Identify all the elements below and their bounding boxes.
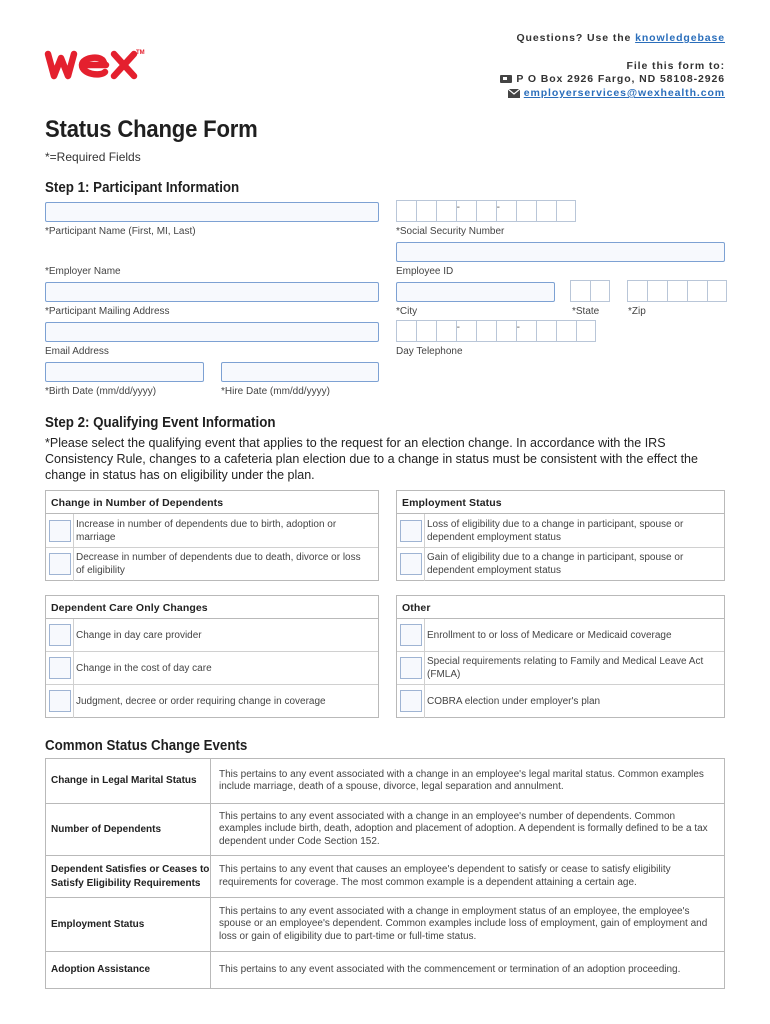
employee-id-field[interactable] <box>396 242 725 262</box>
option-label: Loss of eligibility due to a change in participant, spouse or dependent employment status <box>427 519 684 543</box>
panel-dependent-care-title: Dependent Care Only Changes <box>46 596 378 619</box>
other-option-fmla[interactable] <box>397 652 724 685</box>
checkbox[interactable] <box>400 553 422 575</box>
panel-dependents-title: Change in Number of Dependents <box>46 491 378 514</box>
event-name: Change in Legal Marital Status <box>46 759 211 803</box>
table-row <box>46 759 724 804</box>
checkbox[interactable] <box>400 657 422 679</box>
common-events-table <box>45 758 725 989</box>
option-label: Special requirements relating to Family and Medical Leave Act (FMLA) <box>427 656 704 680</box>
other-option-cobra[interactable] <box>397 685 724 718</box>
mail-address: P O Box 2926 Fargo, ND 58108-2926 <box>516 73 725 85</box>
event-description: This pertains to any event that causes an employee's dependent to satisfy or cease to satisfy eligibility requirements for coverage. The most common example is a dependent attaining a certain age. <box>219 864 671 888</box>
birth-date-label: *Birth Date (mm/dd/yyyy) <box>45 386 157 397</box>
checkbox[interactable] <box>49 553 71 575</box>
questions-line <box>516 31 725 45</box>
panel-other <box>396 595 725 718</box>
checkbox[interactable] <box>49 657 71 679</box>
dependent-care-option-provider[interactable] <box>46 619 378 652</box>
participant-name-field[interactable] <box>45 202 379 222</box>
option-label: Change in day care provider <box>76 630 202 641</box>
dependents-option-increase[interactable] <box>46 514 378 548</box>
zip-label: *Zip <box>628 306 646 317</box>
email-label: Email Address <box>45 346 109 357</box>
step2-instructions: *Please select the qualifying event that applies to the request for an election change. In accordance with the IRS Consistency Rule, changes to a cafeteria plan election due to a change in status must be consistent with the effect the change in status has on eligibility under the plan. <box>45 436 698 482</box>
mailing-address-field[interactable] <box>45 282 379 302</box>
option-label: Judgment, decree or order requiring change in coverage <box>76 696 326 707</box>
mail-address-line <box>500 72 725 86</box>
option-label: Gain of eligibility due to a change in participant, spouse or dependent employment status <box>427 552 684 576</box>
city-label: *City <box>396 306 418 317</box>
employee-id-label: Employee ID <box>396 266 454 277</box>
knowledgebase-link[interactable]: knowledgebase <box>635 32 725 44</box>
checkbox[interactable] <box>400 624 422 646</box>
questions-text: Questions? Use the <box>516 32 636 44</box>
event-name: Number of Dependents <box>46 804 211 855</box>
wex-logo <box>44 44 164 84</box>
state-field[interactable] <box>570 280 610 302</box>
city-field[interactable] <box>396 282 555 302</box>
other-option-medicare[interactable] <box>397 619 724 652</box>
option-label: Increase in number of dependents due to birth, adoption or marriage <box>76 519 337 543</box>
day-telephone-label: Day Telephone <box>396 346 463 357</box>
file-form-label: File this form to: <box>626 60 725 72</box>
svg-text:TM: TM <box>136 50 145 56</box>
hire-date-field[interactable] <box>221 362 379 382</box>
ssn-field[interactable] <box>396 200 576 222</box>
checkbox[interactable] <box>400 690 422 712</box>
employer-name-label: *Employer Name <box>45 266 121 277</box>
employment-option-loss[interactable] <box>397 514 724 548</box>
mailing-address-label: *Participant Mailing Address <box>45 306 170 317</box>
email-field[interactable] <box>45 322 379 342</box>
table-row <box>46 856 724 898</box>
panel-employment <box>396 490 725 581</box>
email-line <box>508 86 725 100</box>
option-label: Change in the cost of day care <box>76 663 212 674</box>
required-note: *=Required Fields <box>45 150 141 164</box>
step2-heading: Step 2: Qualifying Event Information <box>45 415 276 431</box>
hire-date-label: *Hire Date (mm/dd/yyyy) <box>221 386 330 397</box>
zip-field[interactable] <box>627 280 727 302</box>
page-title: Status Change Form <box>45 116 258 143</box>
ssn-label: *Social Security Number <box>396 226 505 237</box>
common-events-heading: Common Status Change Events <box>45 738 248 754</box>
event-description: This pertains to any event associated with a change in an employee's number of dependents. Common examples include birth, death, adoption and placement of adoption. A dependent is formally defined to be a tax dependent under Code Section 152. <box>219 810 708 847</box>
panel-other-title: Other <box>397 596 724 619</box>
participant-name-label: *Participant Name (First, MI, Last) <box>45 226 196 237</box>
panel-dependents <box>45 490 379 581</box>
dependent-care-option-cost[interactable] <box>46 652 378 685</box>
option-label: COBRA election under employer's plan <box>427 696 601 707</box>
option-label: Enrollment to or loss of Medicare or Medicaid coverage <box>427 630 672 641</box>
step1-heading: Step 1: Participant Information <box>45 180 240 196</box>
dependent-care-option-judgment[interactable] <box>46 685 378 718</box>
checkbox[interactable] <box>400 520 422 542</box>
mailbox-icon <box>500 74 512 84</box>
checkbox[interactable] <box>49 690 71 712</box>
employer-email-link[interactable]: employerservices@wexhealth.com <box>523 87 725 99</box>
checkbox[interactable] <box>49 624 71 646</box>
day-telephone-field[interactable] <box>396 320 596 342</box>
option-label: Decrease in number of dependents due to death, divorce or loss of eligibility <box>76 552 361 576</box>
event-description: This pertains to any event associated with a change in an employee's legal marital status. Common examples include marriage, death of a spouse, divorce, legal separation and annulment. <box>219 768 704 792</box>
envelope-icon <box>508 89 520 98</box>
table-row <box>46 952 724 988</box>
event-description: This pertains to any event associated with the commencement or termination of an adoption proceeding. <box>219 963 681 975</box>
event-description: This pertains to any event associated with a change in employment status of an employee, the employee's spouse or an employee's dependent. Common examples include loss of employment, gain of employment and loss or gain of eligibility due to part-time or full-time status. <box>219 905 708 942</box>
event-name: Employment Status <box>46 898 211 951</box>
table-row <box>46 804 724 856</box>
panel-dependent-care <box>45 595 379 718</box>
employment-option-gain[interactable] <box>397 548 724 581</box>
panel-employment-title: Employment Status <box>397 491 724 514</box>
birth-date-field[interactable] <box>45 362 204 382</box>
dependents-option-decrease[interactable] <box>46 548 378 581</box>
event-name: Adoption Assistance <box>46 952 211 988</box>
state-label: *State <box>572 306 600 317</box>
checkbox[interactable] <box>49 520 71 542</box>
event-name: Dependent Satisfies or Ceases to Satisfy Eligibility Requirements <box>46 856 211 897</box>
table-row <box>46 898 724 952</box>
